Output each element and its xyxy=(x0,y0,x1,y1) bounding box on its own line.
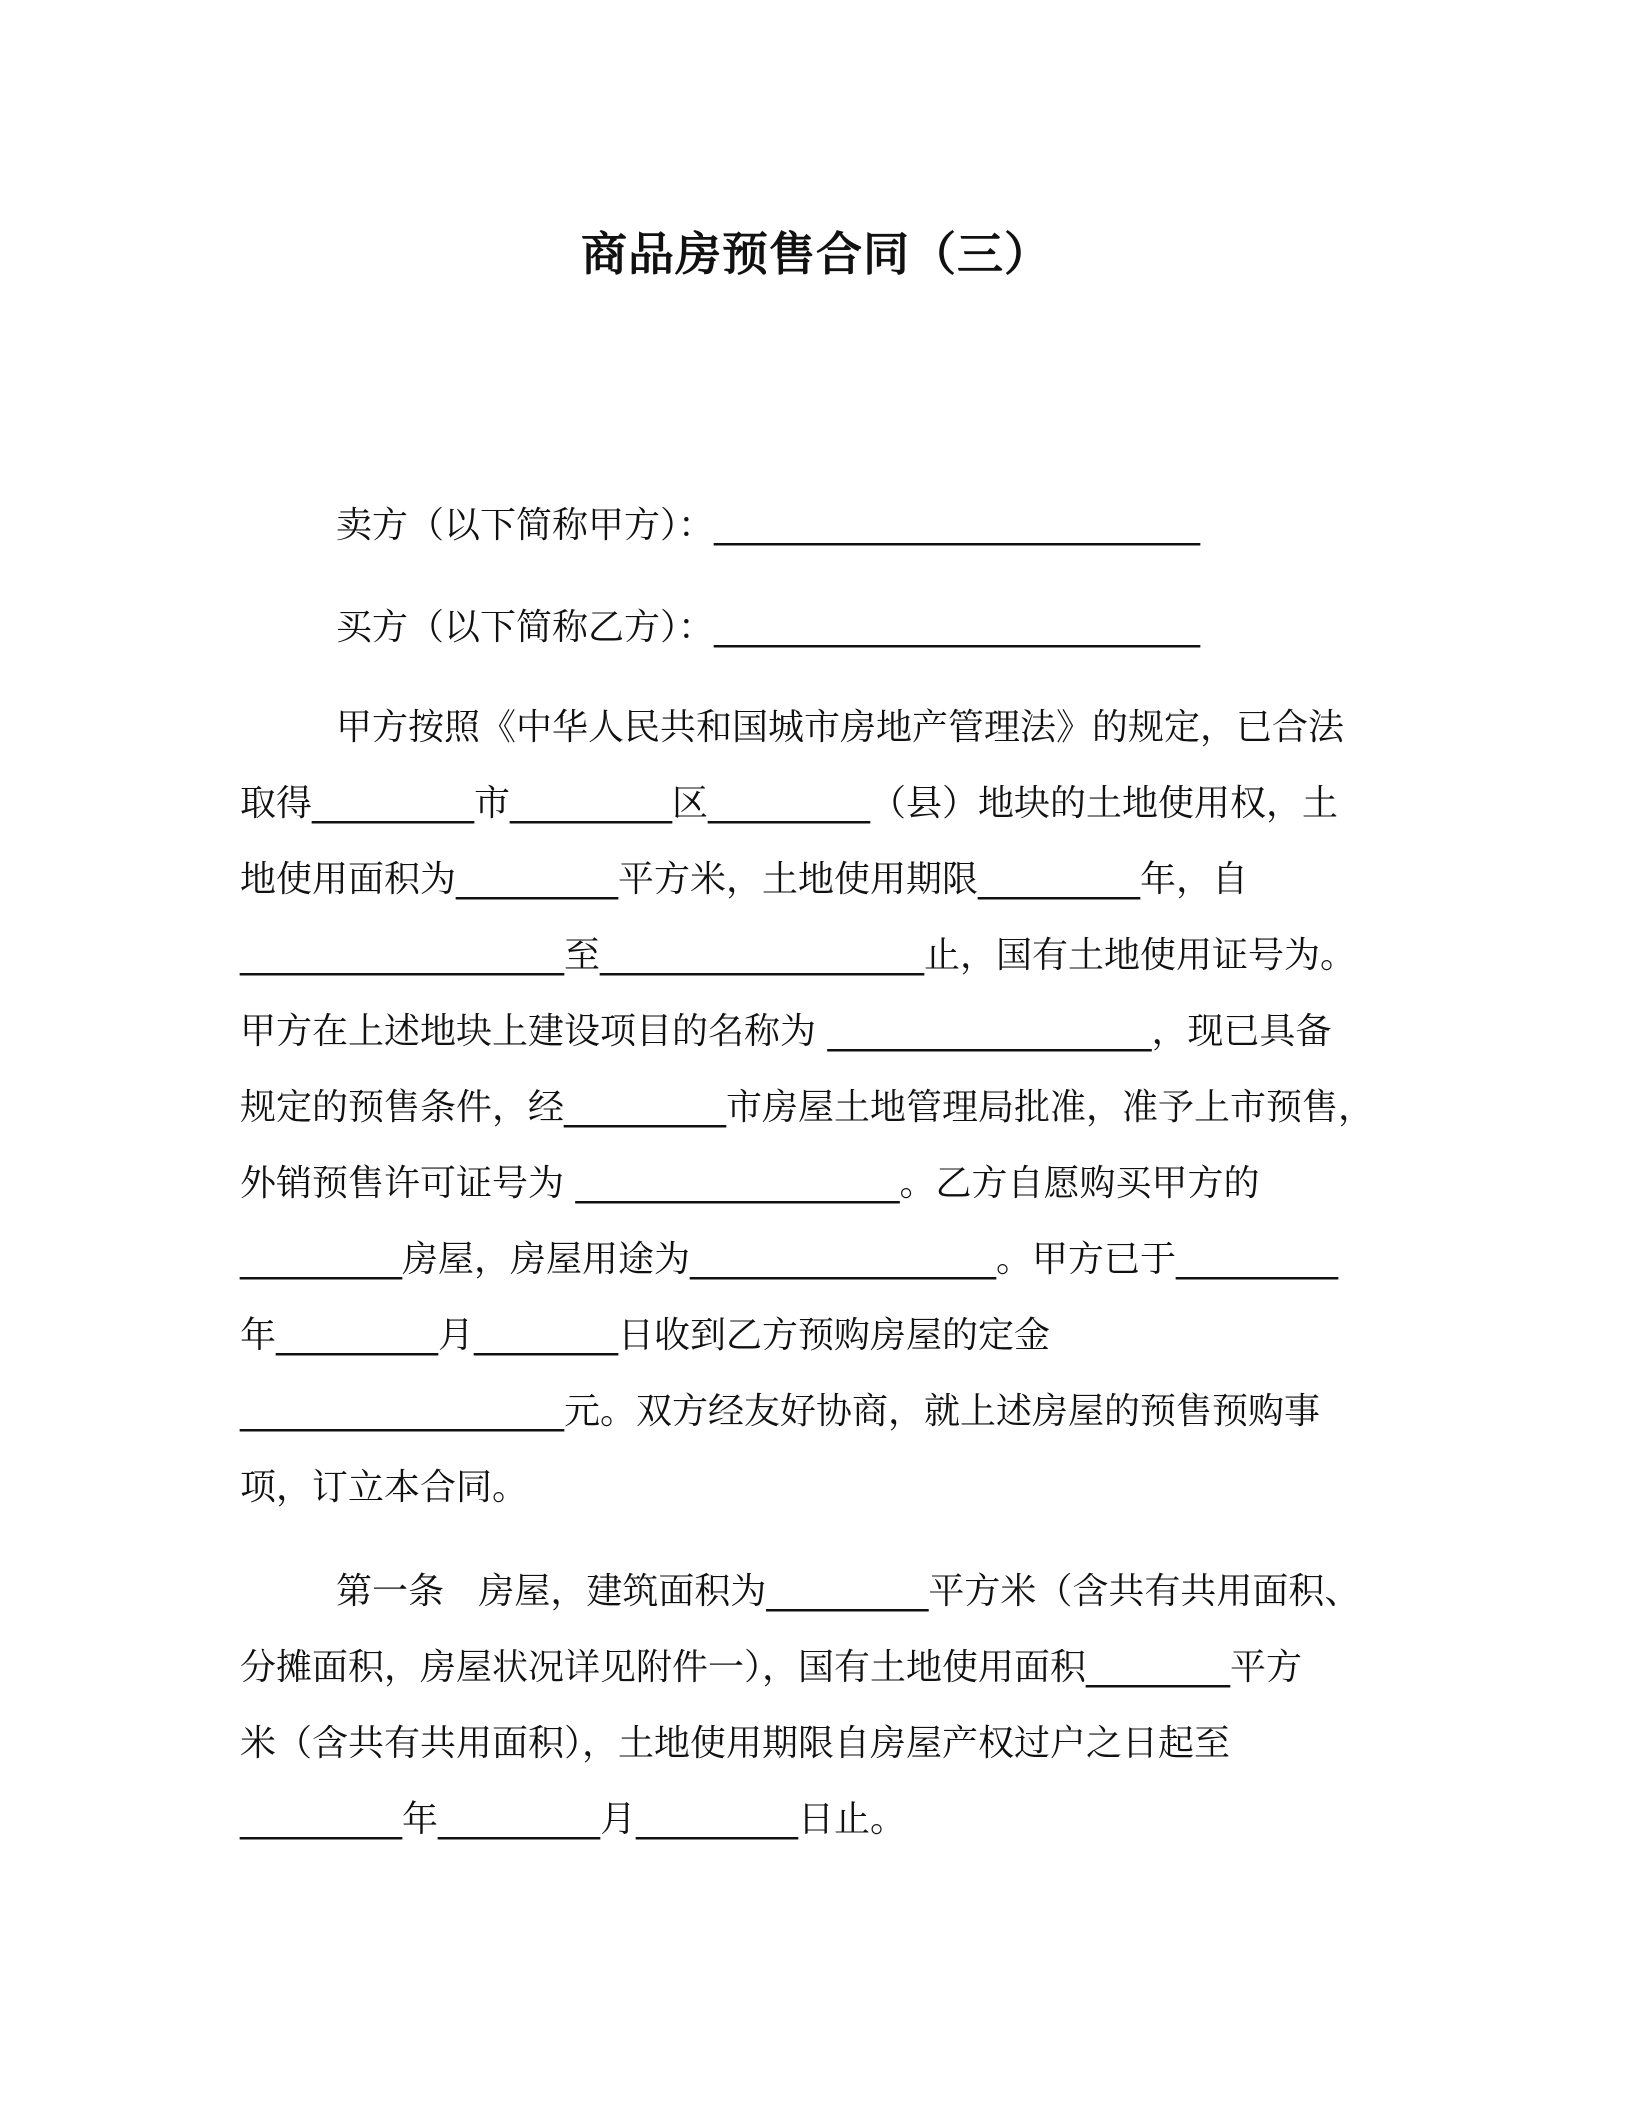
paragraph-line: 甲方按照《中华人民共和国城市房地产管理法》的规定，已合法 xyxy=(336,707,1345,748)
paragraph-line: 规定的预售条件，经_________市房屋土地管理局批准，准予上市预售， xyxy=(240,1087,1375,1128)
article-1-line: 米（含共有共用面积），土地使用期限自房屋产权过户之日起至 xyxy=(240,1723,1231,1764)
paragraph-line: 项，订立本合同。 xyxy=(240,1467,529,1508)
article-1-line: _________年_________月_________日止。 xyxy=(240,1799,907,1840)
paragraph-line: _________房屋，房屋用途为_________________。甲方已于_________ xyxy=(240,1239,1339,1280)
article-1-line: 第一条 房屋，建筑面积为_________平方米（含共有共用面积、 xyxy=(336,1571,1361,1612)
paragraph-line: 甲方在上述地块上建设项目的名称为 __________________，现已具备 xyxy=(240,1011,1332,1052)
paragraph-line: __________________元。双方经友好协商，就上述房屋的预售预购事 xyxy=(240,1391,1321,1432)
buyer-line: 买方（以下简称乙方）：___________________________ xyxy=(336,607,1201,648)
paragraph-line: 地使用面积为_________平方米，土地使用期限_________年，自 xyxy=(240,859,1249,900)
paragraph-line: __________________至__________________止，国有土地使用证号为。 xyxy=(240,935,1357,976)
seller-line: 卖方（以下简称甲方）：___________________________ xyxy=(336,505,1201,546)
article-1-line: 分摊面积，房屋状况详见附件一），国有土地使用面积________平方 xyxy=(240,1647,1303,1688)
paragraph-line: 外销预售许可证号为 __________________。乙方自愿购买甲方的 xyxy=(240,1163,1260,1204)
paragraph-line: 年_________月________日收到乙方预购房屋的定金 xyxy=(240,1315,1051,1356)
paragraph-line: 取得_________市_________区_________（县）地块的土地使用权，土 xyxy=(240,783,1339,824)
document-title: 商品房预售合同（三） xyxy=(581,227,1051,281)
